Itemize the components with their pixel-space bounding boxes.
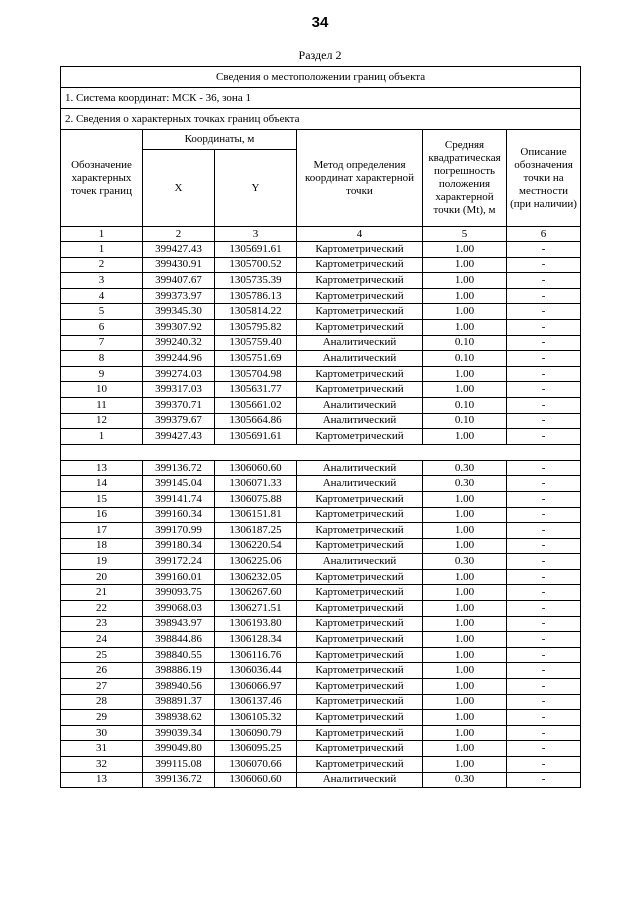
cell-point-number: 30	[61, 725, 143, 741]
cell-description: -	[507, 351, 581, 367]
cell-method: Картометрический	[297, 304, 423, 320]
table-row	[61, 507, 581, 523]
header-coordinates: Координаты, м	[143, 130, 297, 150]
cell-description: -	[507, 460, 581, 476]
cell-coord-y: 1305691.61	[215, 242, 297, 258]
cell-description: -	[507, 319, 581, 335]
boundary-points-table	[60, 66, 581, 788]
table-row	[61, 429, 581, 445]
cell-accuracy: 1.00	[423, 273, 507, 289]
cell-coord-x: 399180.34	[143, 538, 215, 554]
cell-coord-y: 1305814.22	[215, 304, 297, 320]
table-row	[61, 257, 581, 273]
cell-point-number: 10	[61, 382, 143, 398]
cell-coord-y: 1306225.06	[215, 554, 297, 570]
header-y: Y	[215, 150, 297, 227]
cell-method: Аналитический	[297, 460, 423, 476]
contour-separator-row	[61, 444, 581, 460]
cell-coord-y: 1306066.97	[215, 679, 297, 695]
cell-accuracy: 1.00	[423, 601, 507, 617]
cell-method: Картометрический	[297, 523, 423, 539]
cell-description: -	[507, 772, 581, 788]
cell-coord-x: 399430.91	[143, 257, 215, 273]
cell-description: -	[507, 663, 581, 679]
cell-coord-y: 1306220.54	[215, 538, 297, 554]
cell-method: Аналитический	[297, 413, 423, 429]
cell-coord-y: 1305631.77	[215, 382, 297, 398]
cell-point-number: 12	[61, 413, 143, 429]
cell-coord-y: 1305691.61	[215, 429, 297, 445]
cell-description: -	[507, 304, 581, 320]
cell-method: Картометрический	[297, 273, 423, 289]
cell-method: Картометрический	[297, 663, 423, 679]
cell-point-number: 2	[61, 257, 143, 273]
cell-coord-y: 1306187.25	[215, 523, 297, 539]
cell-point-number: 22	[61, 601, 143, 617]
cell-accuracy: 1.00	[423, 523, 507, 539]
cell-point-number: 32	[61, 757, 143, 773]
cell-description: -	[507, 710, 581, 726]
cell-accuracy: 0.10	[423, 413, 507, 429]
table-row	[61, 569, 581, 585]
cell-method: Картометрический	[297, 741, 423, 757]
cell-accuracy: 0.30	[423, 476, 507, 492]
cell-accuracy: 1.00	[423, 429, 507, 445]
cell-description: -	[507, 554, 581, 570]
cell-description: -	[507, 538, 581, 554]
cell-coord-y: 1305759.40	[215, 335, 297, 351]
cell-method: Картометрический	[297, 694, 423, 710]
page-number: 34	[311, 14, 329, 31]
cell-description: -	[507, 694, 581, 710]
table-row	[61, 710, 581, 726]
table-row	[61, 725, 581, 741]
cell-method: Аналитический	[297, 772, 423, 788]
cell-method: Картометрический	[297, 616, 423, 632]
cell-method: Картометрический	[297, 725, 423, 741]
cell-coord-x: 398940.56	[143, 679, 215, 695]
coordinate-system: 1. Система координат: МСК - 36, зона 1	[61, 88, 581, 109]
cell-coord-x: 399427.43	[143, 429, 215, 445]
cell-coord-y: 1305700.52	[215, 257, 297, 273]
cell-method: Картометрический	[297, 319, 423, 335]
cell-point-number: 26	[61, 663, 143, 679]
cell-method: Аналитический	[297, 397, 423, 413]
cell-coord-x: 398938.62	[143, 710, 215, 726]
cell-description: -	[507, 523, 581, 539]
cell-accuracy: 1.00	[423, 569, 507, 585]
cell-point-number: 13	[61, 460, 143, 476]
cell-method: Картометрический	[297, 647, 423, 663]
table-row	[61, 382, 581, 398]
cell-accuracy: 1.00	[423, 382, 507, 398]
cell-coord-x: 399427.43	[143, 242, 215, 258]
cell-coord-y: 1306095.25	[215, 741, 297, 757]
cell-coord-x: 399274.03	[143, 366, 215, 382]
cell-description: -	[507, 585, 581, 601]
cell-coord-x: 399240.32	[143, 335, 215, 351]
cell-coord-x: 399170.99	[143, 523, 215, 539]
cell-point-number: 1	[61, 242, 143, 258]
table-row	[61, 601, 581, 617]
cell-description: -	[507, 242, 581, 258]
cell-coord-x: 399370.71	[143, 397, 215, 413]
column-number: 3	[215, 227, 297, 242]
table-row	[61, 741, 581, 757]
cell-coord-y: 1306060.60	[215, 772, 297, 788]
cell-accuracy: 1.00	[423, 725, 507, 741]
cell-method: Картометрический	[297, 538, 423, 554]
cell-point-number: 3	[61, 273, 143, 289]
cell-accuracy: 0.10	[423, 351, 507, 367]
cell-accuracy: 0.30	[423, 460, 507, 476]
cell-description: -	[507, 632, 581, 648]
cell-accuracy: 1.00	[423, 491, 507, 507]
table-row	[61, 647, 581, 663]
cell-coord-x: 399136.72	[143, 460, 215, 476]
cell-coord-x: 398943.97	[143, 616, 215, 632]
points-caption: 2. Сведения о характерных точках границ объекта	[61, 109, 581, 130]
cell-coord-y: 1306075.88	[215, 491, 297, 507]
cell-coord-x: 399145.04	[143, 476, 215, 492]
separator-cell	[61, 444, 581, 460]
column-numbers-row	[61, 227, 581, 242]
table-title: Сведения о местоположении границ объекта	[61, 67, 581, 88]
table-row	[61, 491, 581, 507]
cell-description: -	[507, 679, 581, 695]
cell-coord-x: 399172.24	[143, 554, 215, 570]
cell-point-number: 18	[61, 538, 143, 554]
cell-point-number: 27	[61, 679, 143, 695]
cell-method: Картометрический	[297, 257, 423, 273]
cell-point-number: 5	[61, 304, 143, 320]
cell-coord-y: 1306105.32	[215, 710, 297, 726]
cell-description: -	[507, 569, 581, 585]
cell-coord-y: 1305661.02	[215, 397, 297, 413]
cell-accuracy: 1.00	[423, 679, 507, 695]
table-row	[61, 772, 581, 788]
cell-description: -	[507, 273, 581, 289]
cell-point-number: 28	[61, 694, 143, 710]
cell-point-number: 31	[61, 741, 143, 757]
table-row	[61, 476, 581, 492]
cell-point-number: 11	[61, 397, 143, 413]
cell-method: Аналитический	[297, 351, 423, 367]
header-method: Метод определения координат характерной точки	[297, 130, 423, 227]
cell-accuracy: 1.00	[423, 288, 507, 304]
cell-coord-y: 1306060.60	[215, 460, 297, 476]
table-row	[61, 632, 581, 648]
cell-accuracy: 1.00	[423, 741, 507, 757]
table-row	[61, 304, 581, 320]
table-row	[61, 366, 581, 382]
cell-coord-x: 399049.80	[143, 741, 215, 757]
cell-point-number: 16	[61, 507, 143, 523]
table-row	[61, 679, 581, 695]
cell-accuracy: 0.30	[423, 772, 507, 788]
table-row	[61, 663, 581, 679]
cell-coord-x: 399093.75	[143, 585, 215, 601]
cell-coord-y: 1306128.34	[215, 632, 297, 648]
cell-coord-x: 398840.55	[143, 647, 215, 663]
cell-coord-x: 399068.03	[143, 601, 215, 617]
cell-method: Картометрический	[297, 632, 423, 648]
cell-method: Картометрический	[297, 679, 423, 695]
cell-point-number: 14	[61, 476, 143, 492]
cell-coord-x: 399317.03	[143, 382, 215, 398]
cell-description: -	[507, 757, 581, 773]
cell-coord-y: 1306071.33	[215, 476, 297, 492]
cell-description: -	[507, 288, 581, 304]
cell-method: Картометрический	[297, 585, 423, 601]
cell-point-number: 20	[61, 569, 143, 585]
cell-coord-x: 399160.34	[143, 507, 215, 523]
cell-accuracy: 1.00	[423, 710, 507, 726]
cell-coord-x: 399345.30	[143, 304, 215, 320]
cell-accuracy: 1.00	[423, 694, 507, 710]
cell-coord-y: 1306193.80	[215, 616, 297, 632]
cell-accuracy: 1.00	[423, 585, 507, 601]
cell-accuracy: 1.00	[423, 366, 507, 382]
table-row	[61, 288, 581, 304]
cell-method: Аналитический	[297, 335, 423, 351]
cell-point-number: 25	[61, 647, 143, 663]
header-description: Описание обозначения точки на местности (при наличии)	[507, 130, 581, 227]
cell-method: Картометрический	[297, 366, 423, 382]
cell-method: Картометрический	[297, 601, 423, 617]
cell-coord-y: 1306090.79	[215, 725, 297, 741]
table-row	[61, 397, 581, 413]
cell-accuracy: 1.00	[423, 319, 507, 335]
cell-method: Картометрический	[297, 288, 423, 304]
cell-point-number: 23	[61, 616, 143, 632]
cell-method: Картометрический	[297, 569, 423, 585]
cell-description: -	[507, 476, 581, 492]
cell-accuracy: 0.10	[423, 335, 507, 351]
cell-accuracy: 0.10	[423, 397, 507, 413]
cell-accuracy: 1.00	[423, 507, 507, 523]
cell-point-number: 21	[61, 585, 143, 601]
cell-accuracy: 1.00	[423, 647, 507, 663]
cell-method: Картометрический	[297, 429, 423, 445]
cell-coord-x: 399141.74	[143, 491, 215, 507]
cell-coord-x: 399307.92	[143, 319, 215, 335]
cell-coord-x: 399115.08	[143, 757, 215, 773]
cell-coord-y: 1305786.13	[215, 288, 297, 304]
cell-coord-x: 399379.67	[143, 413, 215, 429]
cell-coord-x: 399373.97	[143, 288, 215, 304]
cell-point-number: 4	[61, 288, 143, 304]
header-x: X	[143, 150, 215, 227]
cell-description: -	[507, 491, 581, 507]
cell-method: Картометрический	[297, 242, 423, 258]
cell-description: -	[507, 366, 581, 382]
cell-description: -	[507, 601, 581, 617]
cell-coord-y: 1305751.69	[215, 351, 297, 367]
cell-accuracy: 1.00	[423, 663, 507, 679]
cell-coord-y: 1306137.46	[215, 694, 297, 710]
cell-coord-x: 398891.37	[143, 694, 215, 710]
table-row	[61, 319, 581, 335]
cell-accuracy: 1.00	[423, 304, 507, 320]
cell-accuracy: 1.00	[423, 538, 507, 554]
cell-coord-x: 399136.72	[143, 772, 215, 788]
cell-accuracy: 1.00	[423, 757, 507, 773]
column-number: 1	[61, 227, 143, 242]
table-row	[61, 242, 581, 258]
cell-coord-y: 1305704.98	[215, 366, 297, 382]
cell-accuracy: 1.00	[423, 242, 507, 258]
section-title: Раздел 2	[298, 48, 342, 62]
cell-method: Картометрический	[297, 710, 423, 726]
cell-point-number: 15	[61, 491, 143, 507]
header-accuracy: Средняя квадратическая погрешность положения характерной точки (Mt), м	[423, 130, 507, 227]
table-row	[61, 413, 581, 429]
table-row	[61, 351, 581, 367]
column-number: 2	[143, 227, 215, 242]
cell-description: -	[507, 397, 581, 413]
cell-coord-y: 1306070.66	[215, 757, 297, 773]
cell-coord-y: 1305664.86	[215, 413, 297, 429]
cell-coord-y: 1306116.76	[215, 647, 297, 663]
cell-point-number: 17	[61, 523, 143, 539]
cell-description: -	[507, 647, 581, 663]
table-row	[61, 616, 581, 632]
cell-description: -	[507, 413, 581, 429]
cell-accuracy: 0.30	[423, 554, 507, 570]
cell-description: -	[507, 257, 581, 273]
cell-description: -	[507, 429, 581, 445]
cell-coord-x: 399244.96	[143, 351, 215, 367]
cell-point-number: 29	[61, 710, 143, 726]
cell-method: Картометрический	[297, 491, 423, 507]
cell-point-number: 9	[61, 366, 143, 382]
cell-point-number: 1	[61, 429, 143, 445]
table-row	[61, 694, 581, 710]
table-row	[61, 585, 581, 601]
cell-point-number: 7	[61, 335, 143, 351]
table-row	[61, 554, 581, 570]
cell-method: Аналитический	[297, 476, 423, 492]
cell-method: Картометрический	[297, 757, 423, 773]
cell-coord-x: 399160.01	[143, 569, 215, 585]
cell-method: Картометрический	[297, 382, 423, 398]
cell-coord-y: 1306271.51	[215, 601, 297, 617]
cell-coord-x: 398844.86	[143, 632, 215, 648]
cell-coord-y: 1306267.60	[215, 585, 297, 601]
cell-method: Аналитический	[297, 554, 423, 570]
table-row	[61, 757, 581, 773]
table-row	[61, 523, 581, 539]
cell-point-number: 6	[61, 319, 143, 335]
header-point: Обозначение характерных точек границ	[61, 130, 143, 227]
cell-description: -	[507, 741, 581, 757]
column-number: 6	[507, 227, 581, 242]
cell-description: -	[507, 616, 581, 632]
cell-coord-y: 1305735.39	[215, 273, 297, 289]
cell-coord-y: 1306151.81	[215, 507, 297, 523]
cell-description: -	[507, 507, 581, 523]
cell-description: -	[507, 725, 581, 741]
cell-accuracy: 1.00	[423, 616, 507, 632]
cell-coord-y: 1306036.44	[215, 663, 297, 679]
cell-coord-y: 1305795.82	[215, 319, 297, 335]
cell-coord-x: 399407.67	[143, 273, 215, 289]
column-number: 4	[297, 227, 423, 242]
cell-coord-x: 398886.19	[143, 663, 215, 679]
cell-point-number: 24	[61, 632, 143, 648]
cell-point-number: 8	[61, 351, 143, 367]
cell-point-number: 19	[61, 554, 143, 570]
column-number: 5	[423, 227, 507, 242]
table-row	[61, 273, 581, 289]
cell-description: -	[507, 382, 581, 398]
table-row	[61, 538, 581, 554]
table-row	[61, 335, 581, 351]
cell-description: -	[507, 335, 581, 351]
cell-method: Картометрический	[297, 507, 423, 523]
table-row	[61, 460, 581, 476]
cell-coord-x: 399039.34	[143, 725, 215, 741]
cell-accuracy: 1.00	[423, 632, 507, 648]
cell-point-number: 13	[61, 772, 143, 788]
cell-coord-y: 1306232.05	[215, 569, 297, 585]
cell-accuracy: 1.00	[423, 257, 507, 273]
